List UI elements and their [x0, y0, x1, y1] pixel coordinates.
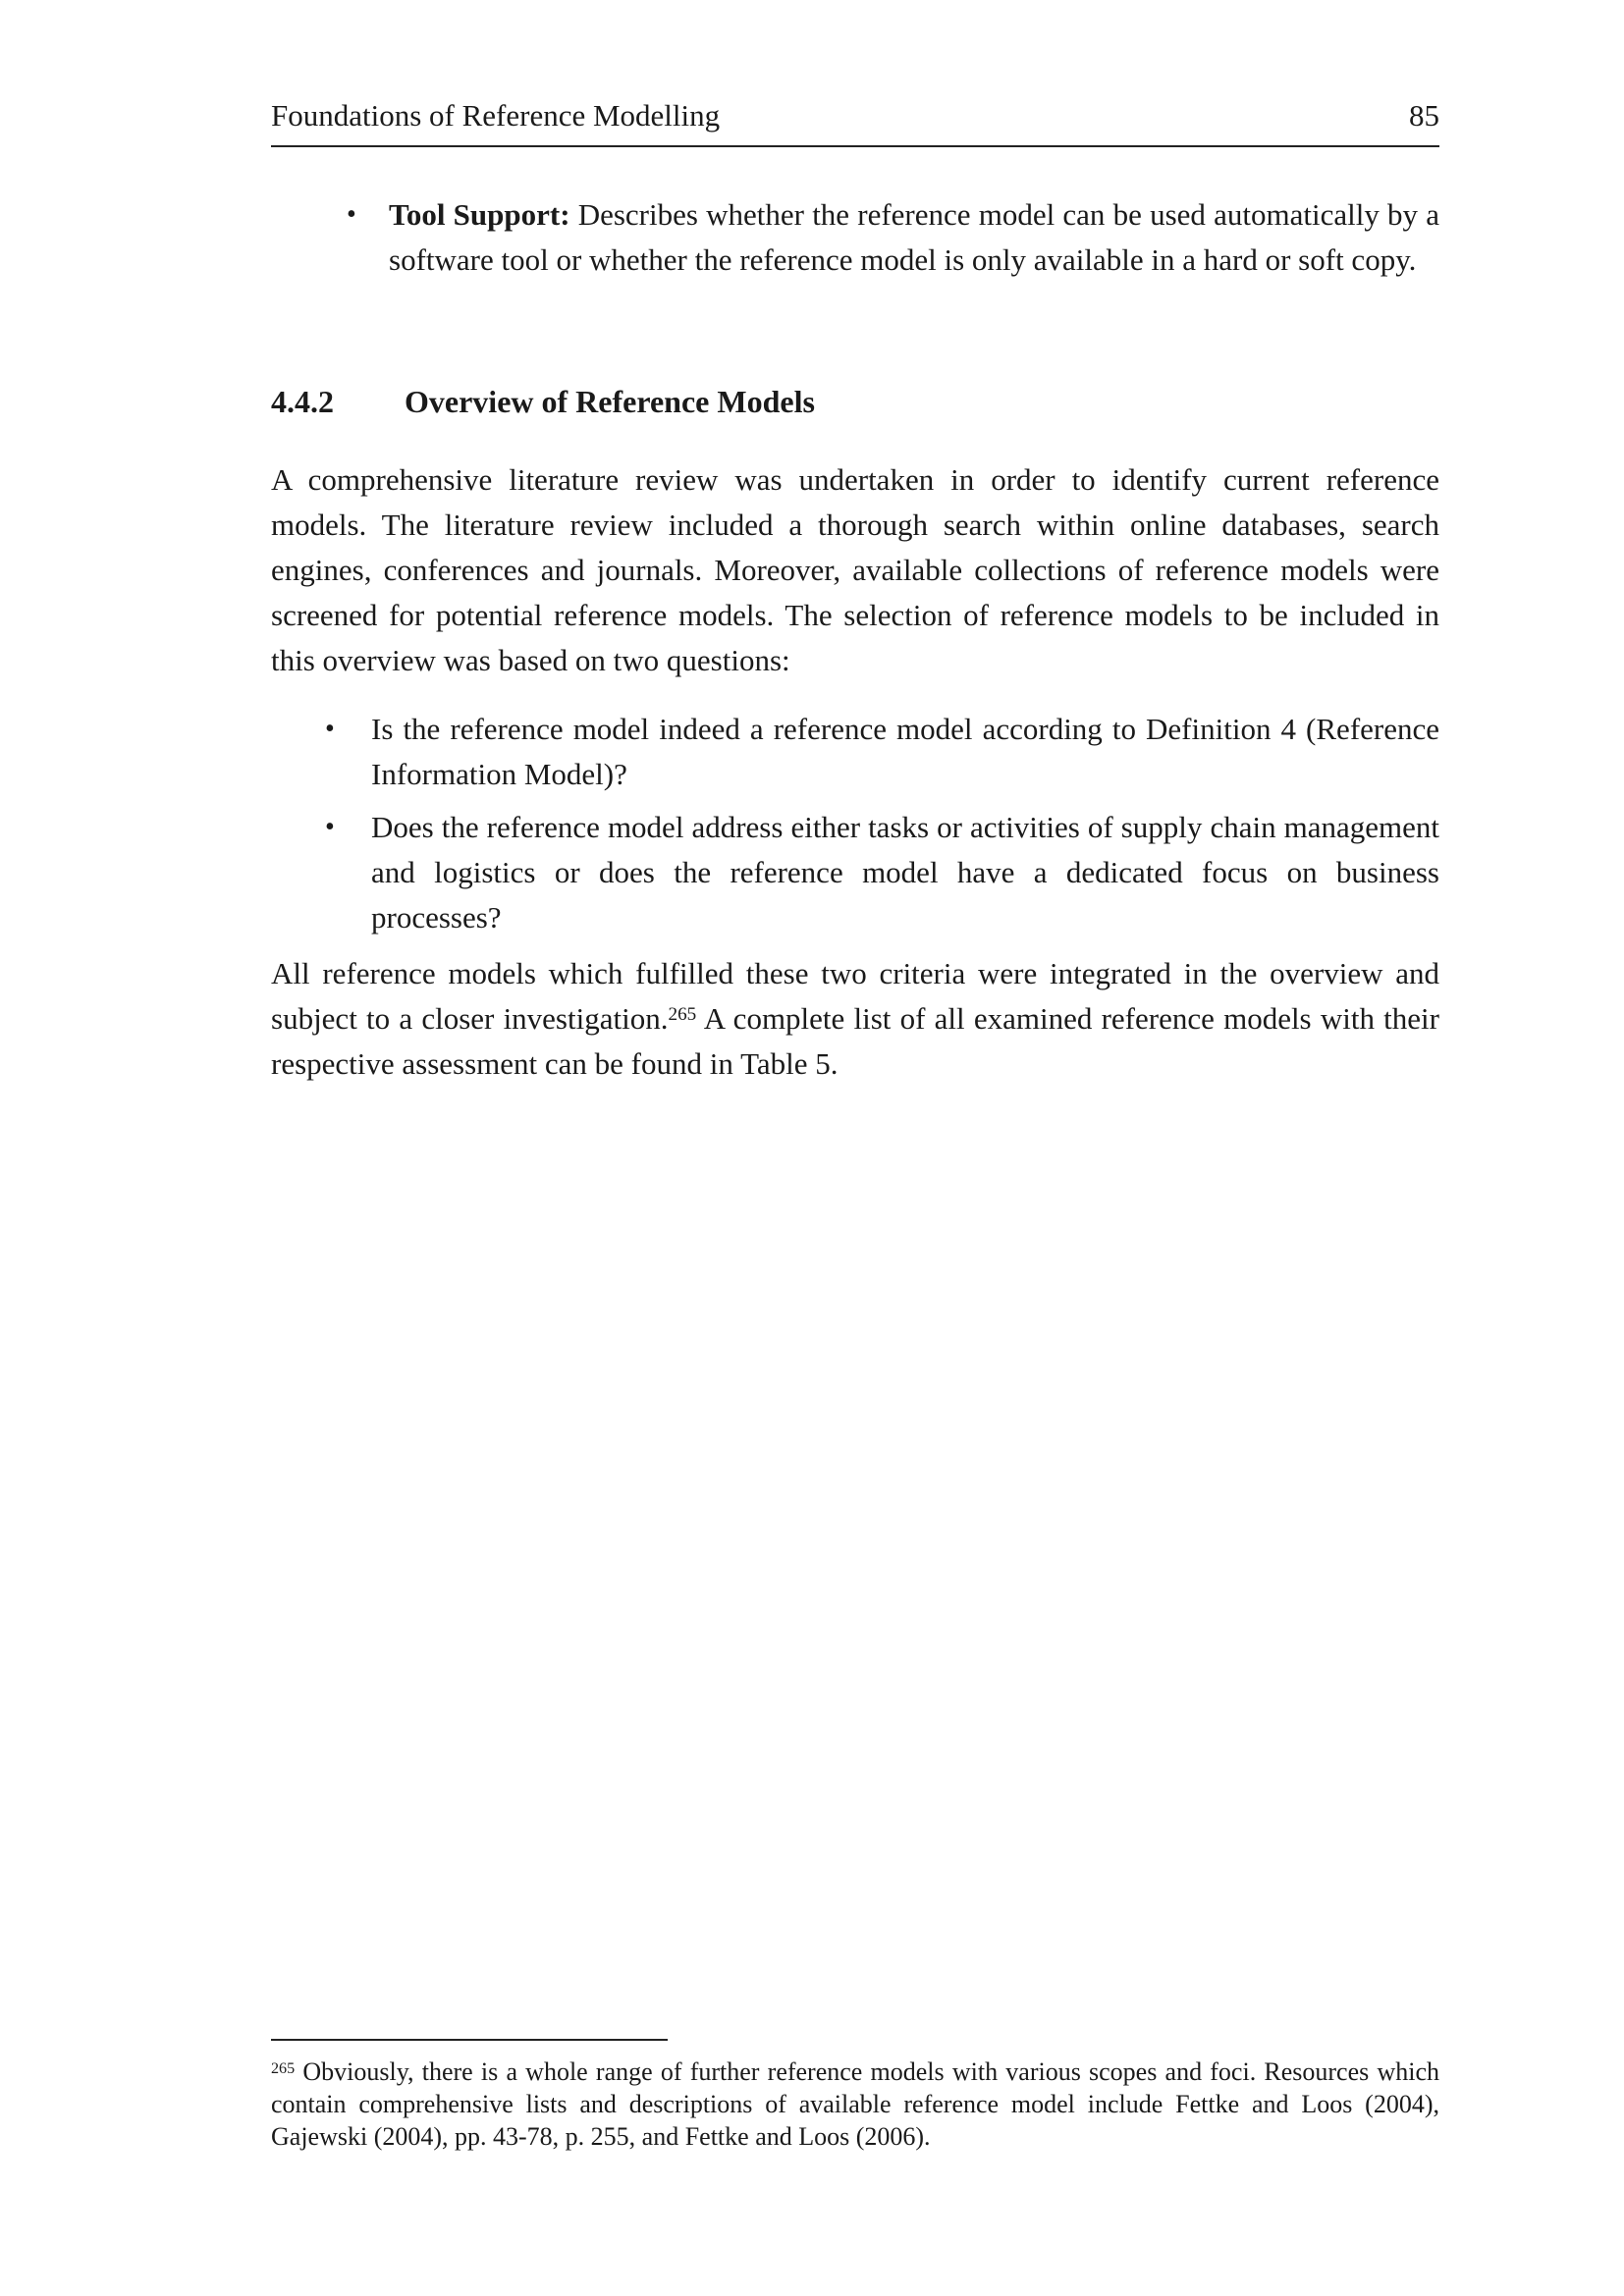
paragraph-literature-review: A comprehensive literature review was undertaken in order to identify current reference models. The literature review included a thorough search within online databases, search engines, conferences and journals. Moreover, available collections of reference models were screened for potential reference models. The selection of reference models to be included in this overview was based on two questions:	[271, 462, 1439, 677]
section-heading	[271, 379, 815, 424]
paragraph-criteria	[271, 951, 1439, 1087]
paragraph-criteria-text-2: A complete list of all examined reference models with their respective assessment can be found in Table 5.	[271, 1001, 1439, 1081]
tool-support-text: Describes whether the reference model can be used automatically by a software tool or whether the reference model is only available in a hard or soft copy.	[389, 197, 1439, 277]
running-header	[271, 94, 1439, 147]
bullet-icon: •	[325, 714, 335, 744]
section-title: Overview of Reference Models	[405, 384, 815, 419]
running-title: Foundations of Reference Modelling	[271, 98, 721, 133]
bullet-icon: •	[325, 812, 335, 842]
section-number: 4.4.2	[271, 384, 334, 419]
footnote-text: Obviously, there is a whole range of further reference models with various scopes and foci. Resources which contain comprehensive lists and descriptions of available reference model include Fettke and Loos (2004), Gajewski (2004), pp. 43-78, p. 255, and Fettke and Loos (2006).	[271, 2057, 1439, 2151]
footnote-divider	[271, 2039, 668, 2041]
page-number: 85	[1409, 98, 1439, 133]
question-item-2: Does the reference model address either tasks or activities of supply chain management and logistics or does the reference model have a dedicated focus on business processes?	[371, 810, 1439, 934]
tool-support-item	[389, 192, 1439, 283]
bullet-icon: •	[347, 199, 356, 230]
question-item-1: Is the reference model indeed a reference model according to Definition 4 (Reference Information Model)?	[371, 712, 1439, 791]
footnote-reference: 265	[668, 1004, 697, 1026]
footnote	[271, 2056, 1439, 2153]
footnote-number: 265	[271, 2059, 296, 2077]
paragraph-criteria-text-1: All reference models which fulfilled these two criteria were integrated in the overview and subject to a closer investigation.	[271, 956, 1439, 1036]
tool-support-term: Tool Support:	[389, 197, 570, 232]
